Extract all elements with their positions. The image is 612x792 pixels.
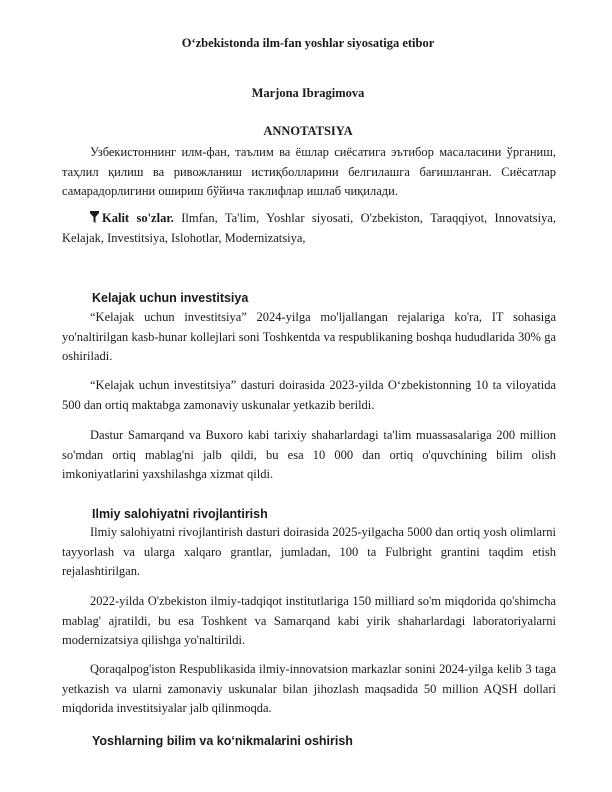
section-paragraph: 2022-yilda O'zbekiston ilmiy-tadqiqot institutlariga 150 milliard so'm miqdorida qo'shimcha mablag' ajratildi, bu esa Toshkent va Samarqand kabi yirik shaharlardagi laboratoriyalarni modernizatsiya qilishga yo'naltirildi.	[62, 594, 556, 647]
section-heading: Kelajak uchun investitsiya	[92, 291, 249, 305]
keywords-paragraph	[62, 209, 556, 248]
funnel-icon	[90, 211, 99, 223]
annotation-heading	[60, 124, 556, 139]
document-title: O‘zbekistonda ilm-fan yoshlar siyosatiga etibor	[181, 36, 435, 50]
annotation-label: ANNOTATSIYA	[263, 124, 353, 138]
author-name: Marjona Ibragimova	[251, 86, 365, 100]
section-paragraph: Ilmiy salohiyatni rivojlantirish dasturi doirasida 2025-yilgacha 5000 dan ortiq yosh olimlarni tayyorlash va ularga xalqaro grantlar, jumladan, 100 ta Fulbright grantini taqdim etish rejalashtirilgan.	[62, 525, 556, 578]
section-paragraph: Qoraqalpog'iston Respublikasida ilmiy-innovatsion markazlar sonini 2024-yilga kelib 3 taga yetkazish va ularni zamonaviy uskunalar bilan jihozlash maqsadida 50 million AQSH dollari miqdorida investitsiyalar jalb qilinmoqda.	[62, 662, 556, 715]
keywords-label: Kalit so'zlar.	[102, 211, 174, 225]
section-heading: Ilmiy salohiyatni rivojlantirish	[92, 507, 268, 521]
section-heading: Yoshlarning bilim va ko‘nikmalarini oshirish	[92, 734, 353, 748]
keywords-text: Ilmfan, Ta'lim, Yoshlar siyosati, O'zbekiston, Taraqqiyot, Innovatsiya, Kelajak, Investitsiya, Islohotlar, Modernizatsiya,	[62, 211, 556, 245]
section-paragraph: “Kelajak uchun investitsiya” dasturi doirasida 2023-yilda O‘zbekistonning 10 ta viloyatida 500 dan ortiq maktabga zamonaviy uskunalar yetkazib berildi.	[62, 378, 556, 412]
section-paragraph: Dastur Samarqand va Buxoro kabi tarixiy shaharlardagi ta'lim muassasalariga 200 million so'mdan ortiq mablag'ni jalb qildi, bu esa 10 000 dan ortiq o'quvchining bilim olish imkoniyatlarini yaxshilashga xizmat qildi.	[62, 428, 556, 481]
section-paragraph: “Kelajak uchun investitsiya” 2024-yilga mo'ljallangan rejalariga ko'ra, IT sohasiga yo'naltirilgan kasb-hunar kollejlari soni Toshkentda va respublikaning boshqa hududlarida 30% ga oshiriladi.	[62, 310, 556, 363]
annotation-text: Узбекистоннинг илм-фан, таълим ва ёшлар сиёсатига эътибор масаласини ўрганиш, таҳлил қилиш ва ривожланиш истиқболларини белгилашга бағишланган. Сиёсатлар самарадорлигини ошириш бўйича таклифлар ишлаб чиқилади.	[62, 145, 556, 198]
